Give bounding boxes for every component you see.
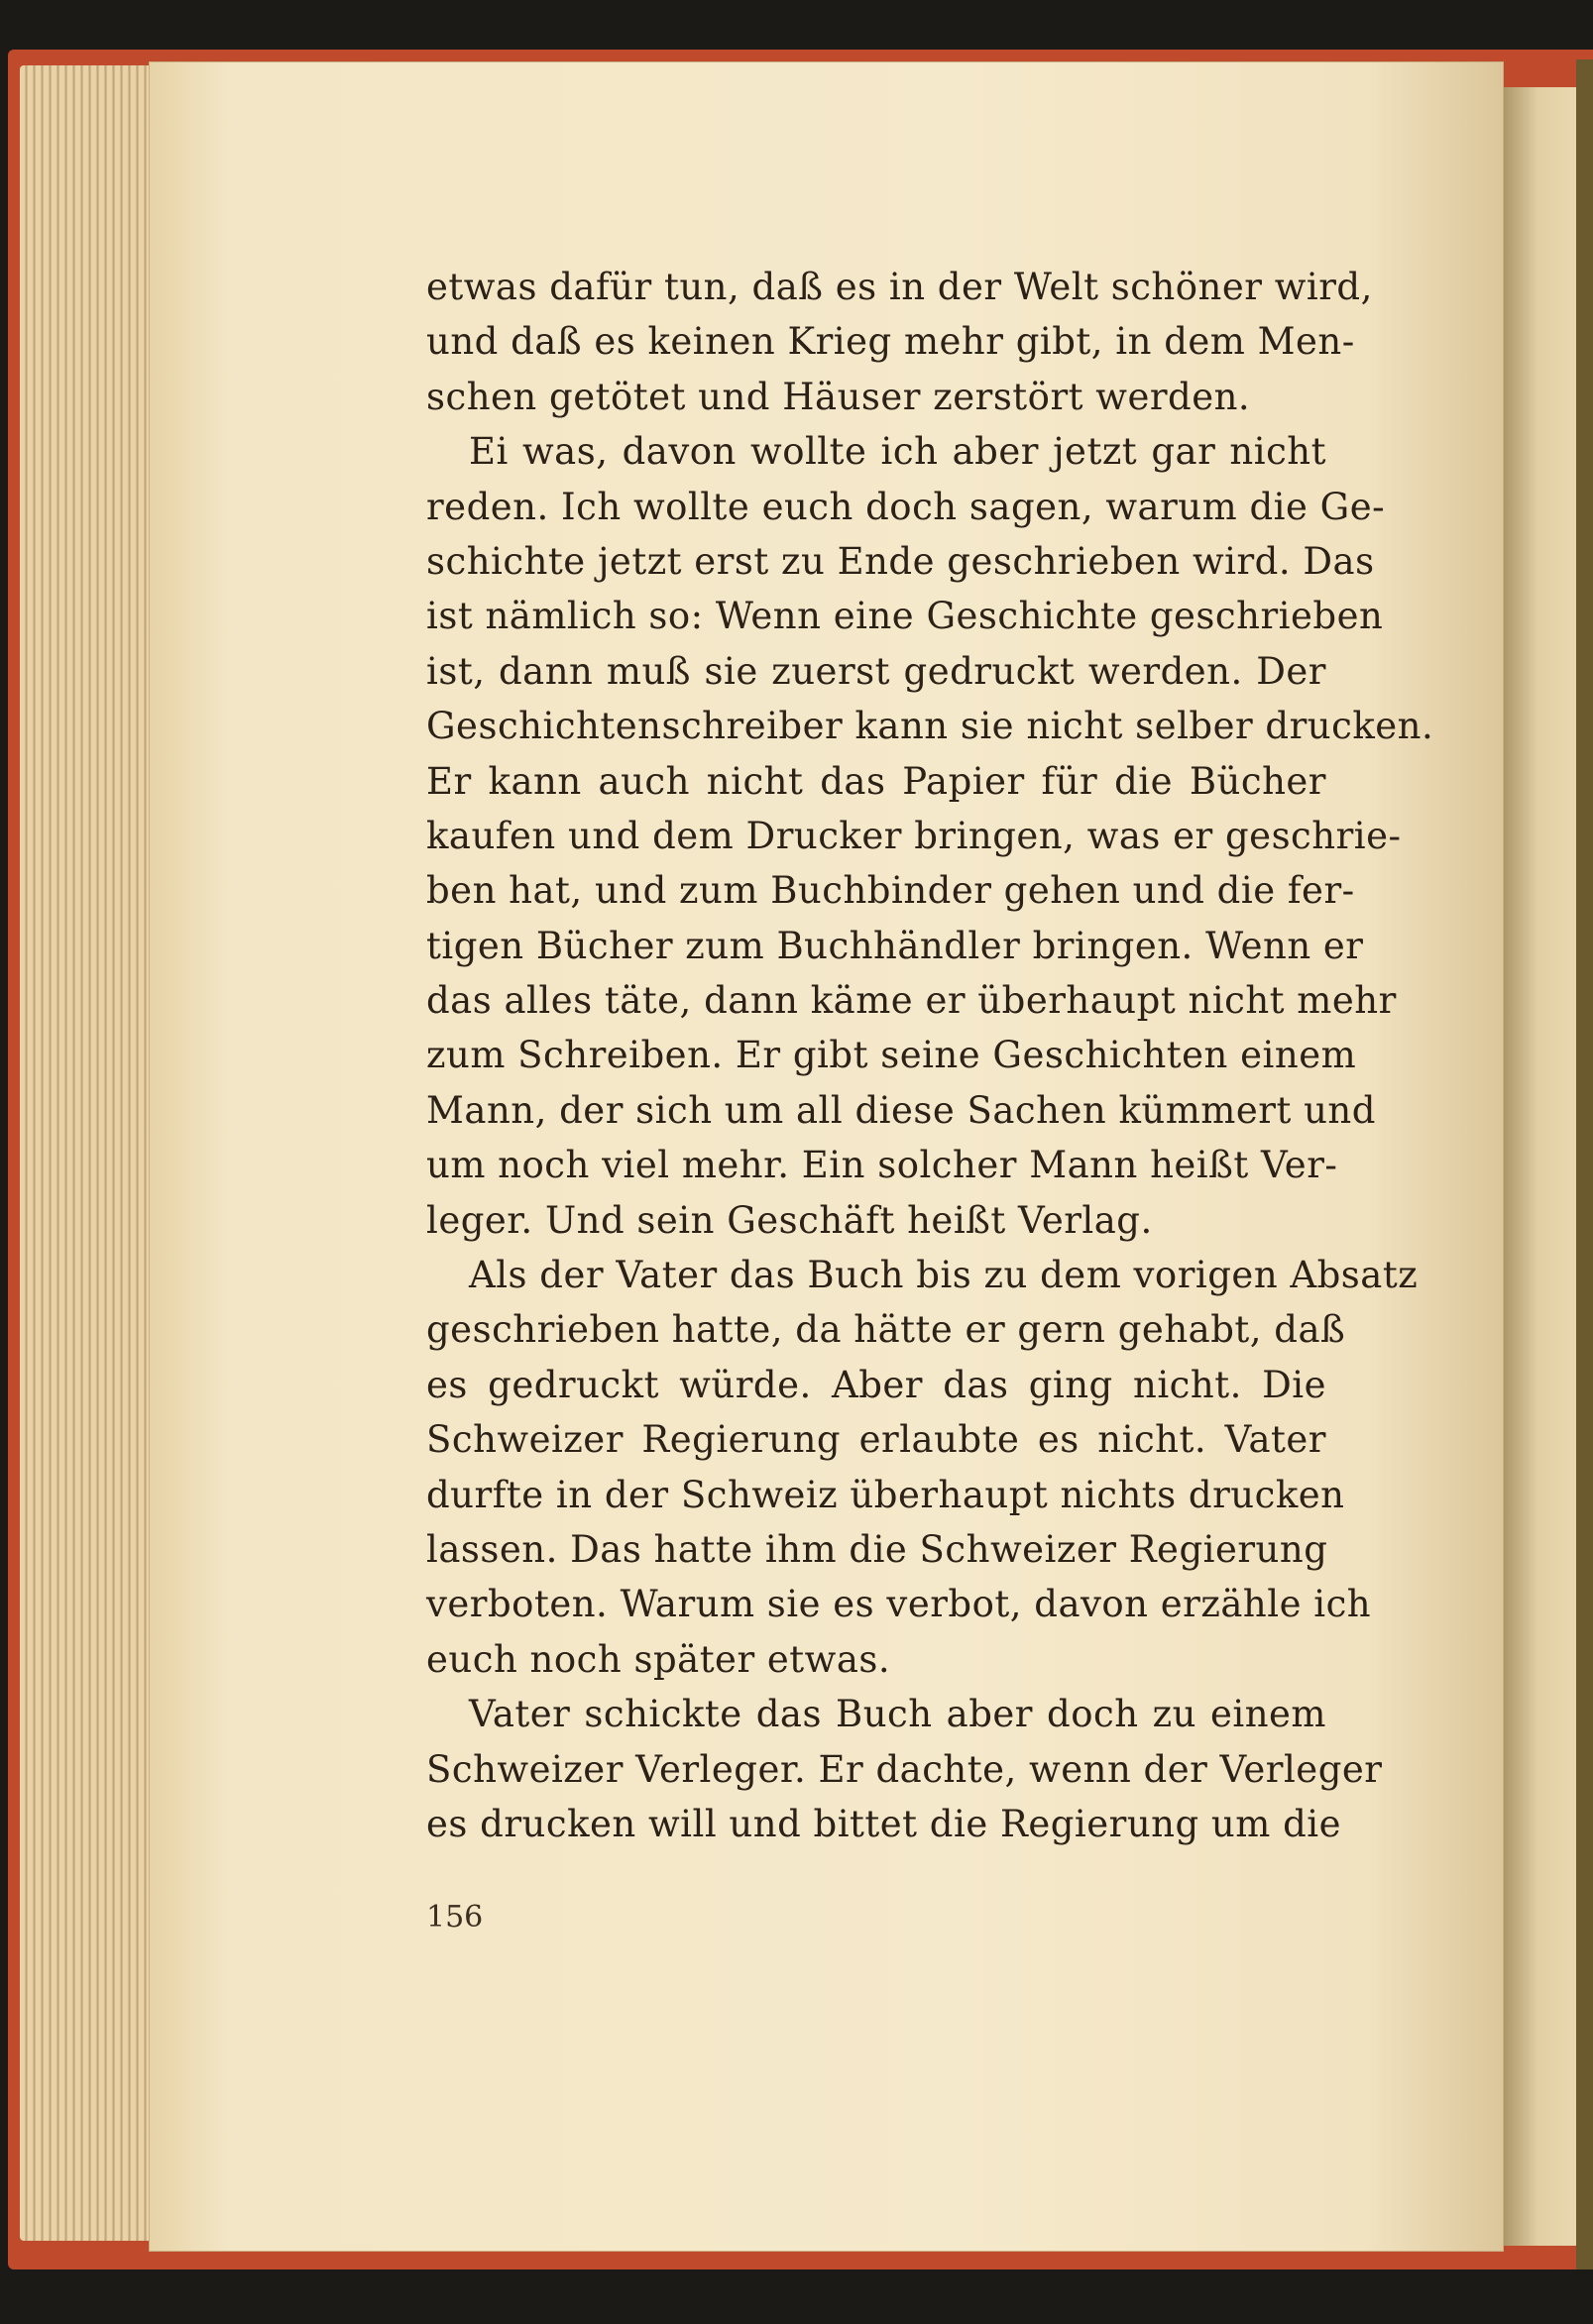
text-line: Schweizer Regierung erlaubte es nicht. Vater [426, 1418, 1326, 1462]
text-line: es drucken will und bittet die Regierung um die [426, 1802, 1342, 1845]
text-line: schichte jetzt erst zu Ende geschrieben wird. Das [426, 539, 1375, 583]
text-line: geschrieben hatte, da hätte er gern gehabt, daß [426, 1308, 1346, 1352]
text-line: lassen. Das hatte ihm die Schweizer Regierung [426, 1527, 1328, 1571]
text-line: ist nämlich so: Wenn eine Geschichte geschrieben [426, 595, 1384, 638]
text-line: kaufen und dem Drucker bringen, was er geschrie- [426, 814, 1402, 857]
text-line: schen getötet und Häuser zerstört werden. [426, 375, 1251, 418]
text-line: Ei was, davon wollte ich aber jetzt gar nicht [469, 430, 1326, 474]
text-line: Schweizer Verleger. Er dachte, wenn der Verleger [426, 1747, 1383, 1791]
text-line: Als der Vater das Buch bis zu dem vorigen Absatz [469, 1254, 1419, 1297]
text-line: reden. Ich wollte euch doch sagen, warum die Ge- [426, 485, 1386, 528]
text-line: durfte in der Schweiz überhaupt nichts drucken [426, 1473, 1345, 1516]
text-line: euch noch später etwas. [426, 1637, 891, 1681]
text-line: Geschichtenschreiber kann sie nicht selber drucken. [426, 705, 1434, 748]
text-line: und daß es keinen Krieg mehr gibt, in dem Men- [426, 320, 1355, 364]
text-line: zum Schreiben. Er gibt seine Geschichten einem [426, 1034, 1357, 1077]
text-line: ben hat, und zum Buchbinder gehen und die fer- [426, 869, 1355, 913]
text-line: das alles täte, dann käme er überhaupt nicht mehr [426, 979, 1397, 1023]
text-line: um noch viel mehr. Ein solcher Mann heißt Ver- [426, 1144, 1338, 1187]
facing-cover-edge [1576, 59, 1593, 2269]
text-line: ist, dann muß sie zuerst gedruckt werden. Der [426, 649, 1326, 693]
page-number: 156 [426, 1900, 484, 1935]
text-line: Mann, der sich um all diese Sachen kümmert und [426, 1088, 1376, 1132]
text-line: Vater schickte das Buch aber doch zu einem [469, 1693, 1326, 1736]
text-line: verboten. Warum sie es verbot, davon erzähle ich [426, 1583, 1372, 1626]
text-line: tigen Bücher zum Buchhändler bringen. Wenn er [426, 924, 1364, 967]
text-line: etwas dafür tun, daß es in der Welt schöner wird, [426, 266, 1373, 308]
text-line: es gedruckt würde. Aber das ging nicht. Die [426, 1363, 1326, 1406]
text-line: leger. Und sein Geschäft heißt Verlag. [426, 1198, 1153, 1242]
page-text [426, 260, 1434, 1851]
text-line: Er kann auch nicht das Papier für die Bücher [426, 759, 1326, 803]
